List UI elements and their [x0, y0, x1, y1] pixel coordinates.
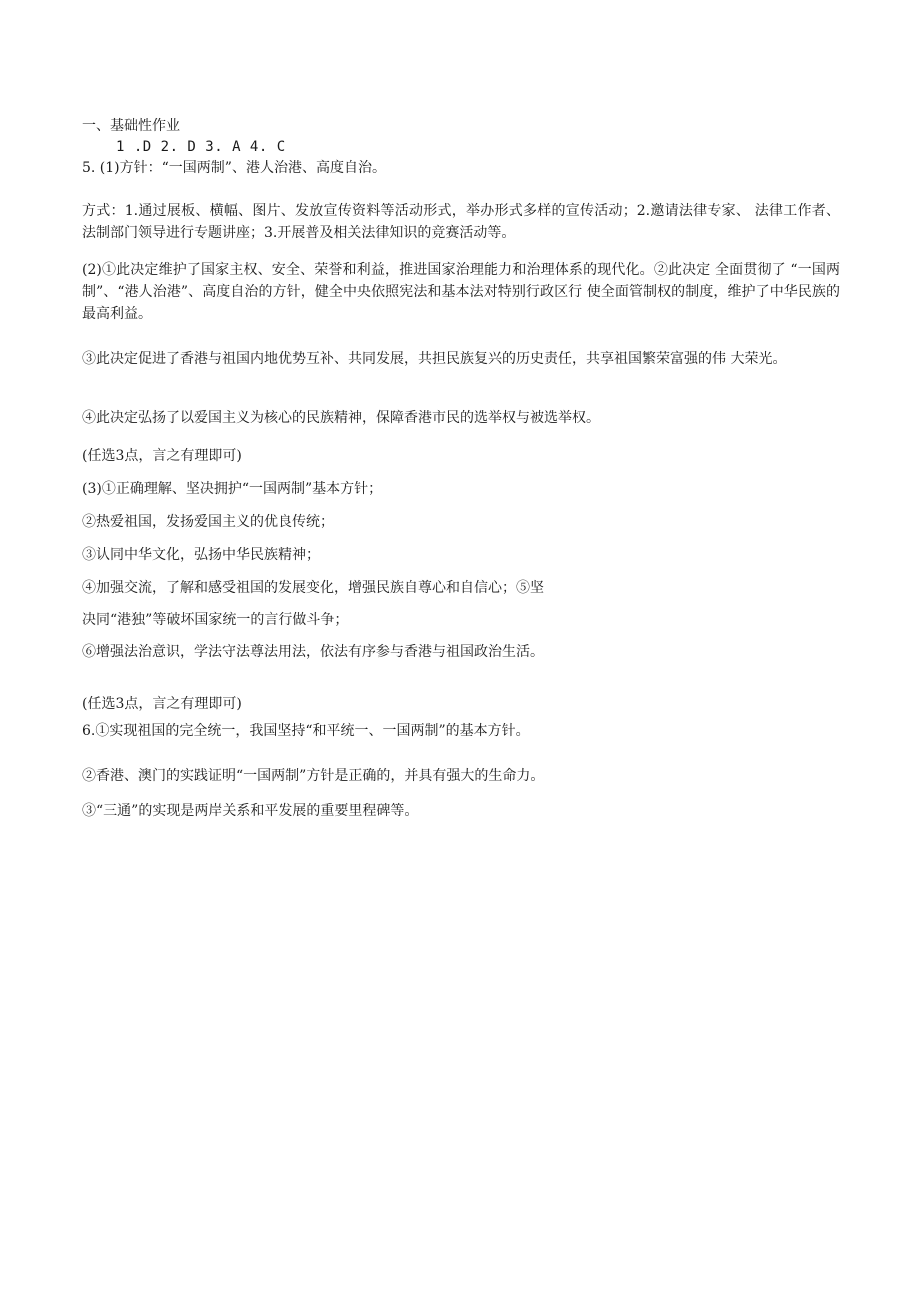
q5-part2-point3: ③此决定促进了香港与祖国内地优势互补、共同发展，共担民族复兴的历史责任，共享祖国繁荣富强的伟 大荣光。 — [82, 351, 787, 367]
q5-part3-point2: ②热爱祖国，发扬爱国主义的优良传统； — [82, 514, 334, 530]
q5-part1-methods: 方式：1.通过展板、横幅、图片、发放宣传资料等活动形式，举办形式多样的宣传活动；2.邀请法律专家、 法律工作者、法制部门领导进行专题讲座；3.开展普及相关法律知识的竞赛活动等。 — [82, 203, 840, 241]
q5-part2-point4: ④此决定弘扬了以爱国主义为核心的民族精神，保障香港市民的选举权与被选举权。 — [82, 410, 600, 426]
q6-point2: ②香港、澳门的实践证明“一国两制”方针是正确的，并具有强大的生命力。 — [82, 768, 545, 784]
q5-part2-note: (任选3点，言之有理即可) — [82, 448, 242, 464]
q6-point1: 6.①实现祖国的完全统一，我国坚持“和平统一、一国两制”的基本方针。 — [82, 723, 530, 739]
q5-part3-point5-cont: 决同“港独”等破坏国家统一的言行做斗争； — [82, 612, 349, 628]
q6-point3: ③“三通”的实现是两岸关系和平发展的重要里程碑等。 — [82, 803, 419, 819]
q1-4-answers: 1 .D 2. D 3. A 4. C — [116, 139, 286, 155]
q5-part3-point6: ⑥增强法治意识，学法守法尊法用法，依法有序参与香港与祖国政治生活。 — [82, 644, 544, 660]
q5-part1-policy: 5. (1)方针：“一国两制”、港人治港、高度自治。 — [82, 160, 386, 176]
q5-part2-point1-2: (2)①此决定维护了国家主权、安全、荣誉和利益，推进国家治理能力和治理体系的现代化。②此决定 全面贯彻了 “一国两制”、“港人治港”、高度自治的方针，健全中央依照宪法和基本法对特别行政区行 使全面管制权的制度，维护了中华民族的最高利益。 — [82, 262, 840, 322]
q5-part3-point1: (3)①正确理解、坚决拥护“一国两制”基本方针； — [82, 481, 383, 497]
q5-part3-point3: ③认同中华文化，弘扬中华民族精神； — [82, 547, 320, 563]
q5-part3-point4-5: ④加强交流，了解和感受祖国的发展变化，增强民族自尊心和自信心；⑤坚 — [82, 580, 544, 596]
q5-part3-note: (任选3点，言之有理即可) — [82, 696, 242, 712]
section-heading: 一、基础性作业 — [82, 118, 180, 134]
